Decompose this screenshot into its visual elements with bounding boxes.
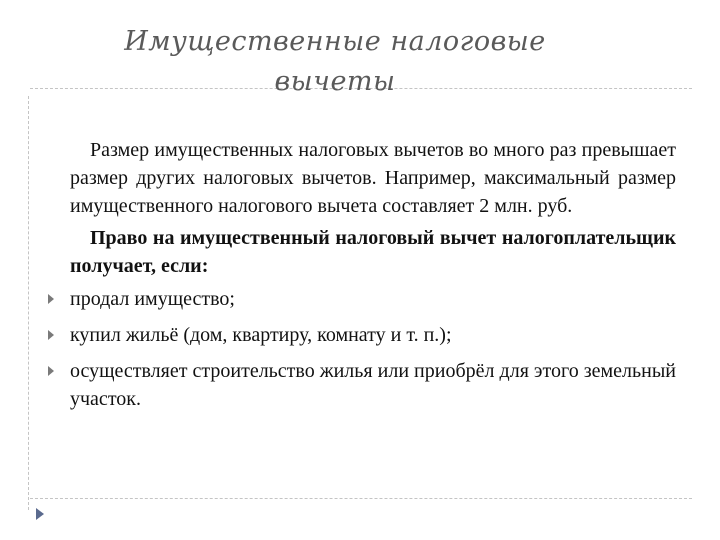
list-item-text: купил жильё (дом, квартиру, комнату и т. п.); bbox=[70, 324, 452, 346]
triangle-bullet-icon bbox=[48, 330, 54, 340]
list-item-text: продал имущество; bbox=[70, 288, 235, 310]
condition-heading: Право на имущественный налоговый вычет налогоплательщик получает, если: bbox=[70, 227, 676, 277]
conditions-list bbox=[70, 285, 676, 413]
triangle-bullet-icon bbox=[48, 294, 54, 304]
list-item bbox=[70, 321, 676, 349]
list-item bbox=[70, 285, 676, 313]
triangle-bullet-icon bbox=[48, 366, 54, 376]
intro-paragraph: Размер имущественных налоговых вычетов во много раз превышает размер других налоговых вычетов. Например, максимальный размер имущественного налогового вычета составляет 2 млн. руб. bbox=[70, 139, 676, 217]
slide-body bbox=[70, 136, 676, 421]
slide-title: Имущественные налоговые вычеты bbox=[124, 26, 546, 97]
bottom-divider bbox=[30, 498, 692, 499]
list-item-text: осуществляет строительство жилья или приобрёл для этого земельный участок. bbox=[70, 360, 676, 410]
list-item bbox=[70, 357, 676, 413]
left-divider bbox=[28, 96, 29, 510]
next-slide-arrow-icon[interactable] bbox=[36, 508, 44, 520]
